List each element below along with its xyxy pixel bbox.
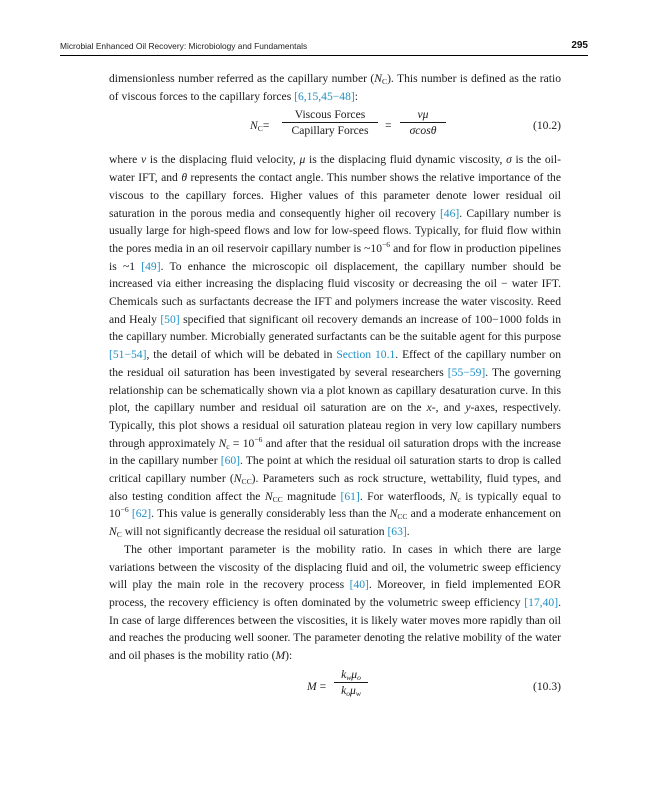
equation-lhs: M = [307,679,327,693]
page-body [109,70,561,709]
citation-link[interactable]: [55−59] [447,365,486,379]
equation-lhs: $N_C=$ [250,119,270,134]
citation-link[interactable]: [40] [349,578,369,592]
paragraph-capillary-number: where ν is the displacing fluid velocity, μ is the displacing fluid dynamic viscosity, σ is the oil-water IFT, and θ represents the contact angle. This number shows the relative importance of the viscous to the capillary forces. Higher values of this parameter denote lower residual oil saturation in the porous media and consequently higher oil recovery [46]. Capillary number is usually large for high-speed flows and low for low-speed flows. Typically, for fluid flow within the pores media in an oil reservoir capillary number is $\sim 10^{-6}$ and for flow in production pipelines is ~1 [49]. To enhance the microscopic oil displacement, the capillary number should be increased via either increasing the displacing fluid viscosity or decreasing the oil − water IFT. Chemicals such as surfactants decrease the IFT and polymers increase the water viscosity. Reed and Healy [50] specified that significant oil recovery demands an increase of 100−1000 folds in the capillary number. Microbially generated surfactants can be the suitable agent for this purpose [51−54], the detail of which will be debated in Section 10.1. Effect of the capillary number on the residual oil saturation has been investigated by several researchers [55−59]. The governing relationship can be schematically shown via a plot known as capillary desaturation curve. In this plot, the capillary number and residual oil saturation are on the x-, and y-axes, respectively. Typically, this plot shows a residual oil saturation plateau region in very low capillary numbers through approximately $N_c = 10^{-6}$ and after that the residual oil saturation drops with the increase in the capillary number [60]. The point at which the residual oil saturation starts to drop is called critical capillary number $(N_{CC})$. Parameters such as rock structure, wettability, fluid types, and also testing condition affect the $N_{CC}$ magnitude [61]. For waterfloods, $N_c$ is typically equal to $10^{-6}$ [62]. This value is generally considerably less than the $N_{CC}$ and a moderate enhancement on $N_C$ will not significantly decrease the residual oil saturation [63]. [109,153,562,540]
fraction-forces: Viscous Forces Capillary Forces [282,108,378,137]
fraction-velocity-viscosity: $\frac{\nu\mu}{\sigma\cos\theta}$ [400,108,446,137]
fraction-mobility: $k_w\mu_o$ $k_o\mu_w$ [334,668,368,697]
citation-link[interactable]: [51−54] [109,348,147,362]
citation-link[interactable]: [6,15,45−48] [294,89,355,103]
section-link[interactable]: Section 10.1 [336,348,396,362]
citation-link[interactable]: [61] [340,489,360,503]
equation-number: (10.3) [532,679,561,693]
equation-number: (10.2) [532,119,561,133]
running-title: Microbial Enhanced Oil Recovery: Microbiology and Fundamentals [60,41,308,51]
citation-link[interactable]: [49] [141,259,161,273]
citation-link[interactable]: [62] [131,507,152,521]
running-header [60,41,588,56]
page-number: 295 [571,40,588,51]
citation-link[interactable]: [60] [220,454,241,468]
citation-link[interactable]: [63] [387,525,407,539]
equals-sign: = [385,119,392,133]
citation-link[interactable]: [50] [160,312,180,326]
equation-10-2 [109,105,561,151]
citation-link[interactable]: [46] [439,206,460,220]
citation-link[interactable]: [17,40] [524,595,559,609]
paragraph-mobility-ratio: The other important parameter is the mobility ratio. In cases in which there are large variations between the viscosity of the displacing fluid and oil, the volumetric sweep efficiency will play the main role in the recovery process [40]. Moreover, in field implemented EOR process, the recovery efficiency is often dominated by the volumetric sweep efficiency [17,40]. In case of large differences between the viscosities, it is likely water moves more rapidly than oil and reaches the producing well sooner. The parameter denoting the relative mobility of the water and oil phases is the mobility ratio (M): [109,542,561,663]
paragraph-capillary-intro: dimensionless number referred as the capillary number $(N_C)$. This number is defined as the ratio of viscous forces to the capillary forces [6,15,45−48]: [109,72,562,103]
equation-10-3 [109,665,561,709]
